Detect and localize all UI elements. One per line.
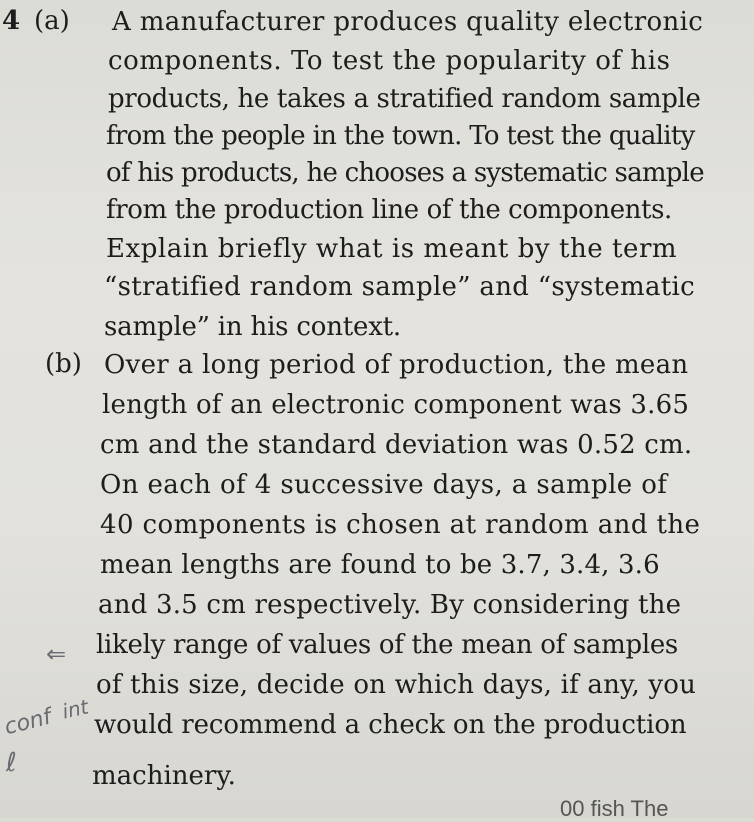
part-b-line: likely range of values of the mean of samples: [96, 630, 678, 660]
part-a-line: from the people in the town. To test the quality: [106, 121, 695, 151]
part-b-line: On each of 4 successive days, a sample of: [100, 470, 668, 500]
part-a-line: Explain briefly what is meant by the term: [106, 234, 678, 264]
part-a-line: “stratified random sample” and “systematic: [104, 272, 696, 302]
handwritten-note: int: [60, 694, 91, 724]
part-b-label: (b): [45, 349, 82, 379]
part-b-line: 40 components is chosen at random and the: [100, 510, 701, 540]
part-b-line: machinery.: [92, 761, 236, 791]
part-b-line: of this size, decide on which days, if any, you: [96, 670, 697, 700]
question-number: 4: [2, 6, 21, 36]
part-b-line: mean lengths are found to be 3.7, 3.4, 3.6: [100, 550, 660, 580]
arrow-icon: ⇐: [46, 640, 67, 668]
part-a-line: sample” in his context.: [104, 312, 401, 342]
part-b-line: cm and the standard deviation was 0.52 cm.: [100, 430, 693, 460]
handwritten-note: conf: [2, 704, 54, 741]
part-b-line: would recommend a check on the production: [94, 710, 687, 740]
part-a-line: A manufacturer produces quality electronic: [112, 7, 704, 37]
part-a-label: (a): [34, 6, 70, 36]
part-b-line: length of an electronic component was 3.65: [102, 390, 690, 420]
cut-off-footer-text: 00 fish The: [560, 796, 669, 821]
part-a-line: from the production line of the components.: [106, 195, 672, 225]
part-b-line: and 3.5 cm respectively. By considering the: [98, 590, 682, 620]
handwritten-note: ℓ: [6, 748, 17, 778]
part-b-line: Over a long period of production, the mean: [104, 350, 689, 380]
part-a-line: of his products, he chooses a systematic sample: [106, 158, 704, 188]
part-a-line: products, he takes a stratified random sample: [108, 84, 701, 114]
part-a-line: components. To test the popularity of his: [108, 46, 671, 76]
